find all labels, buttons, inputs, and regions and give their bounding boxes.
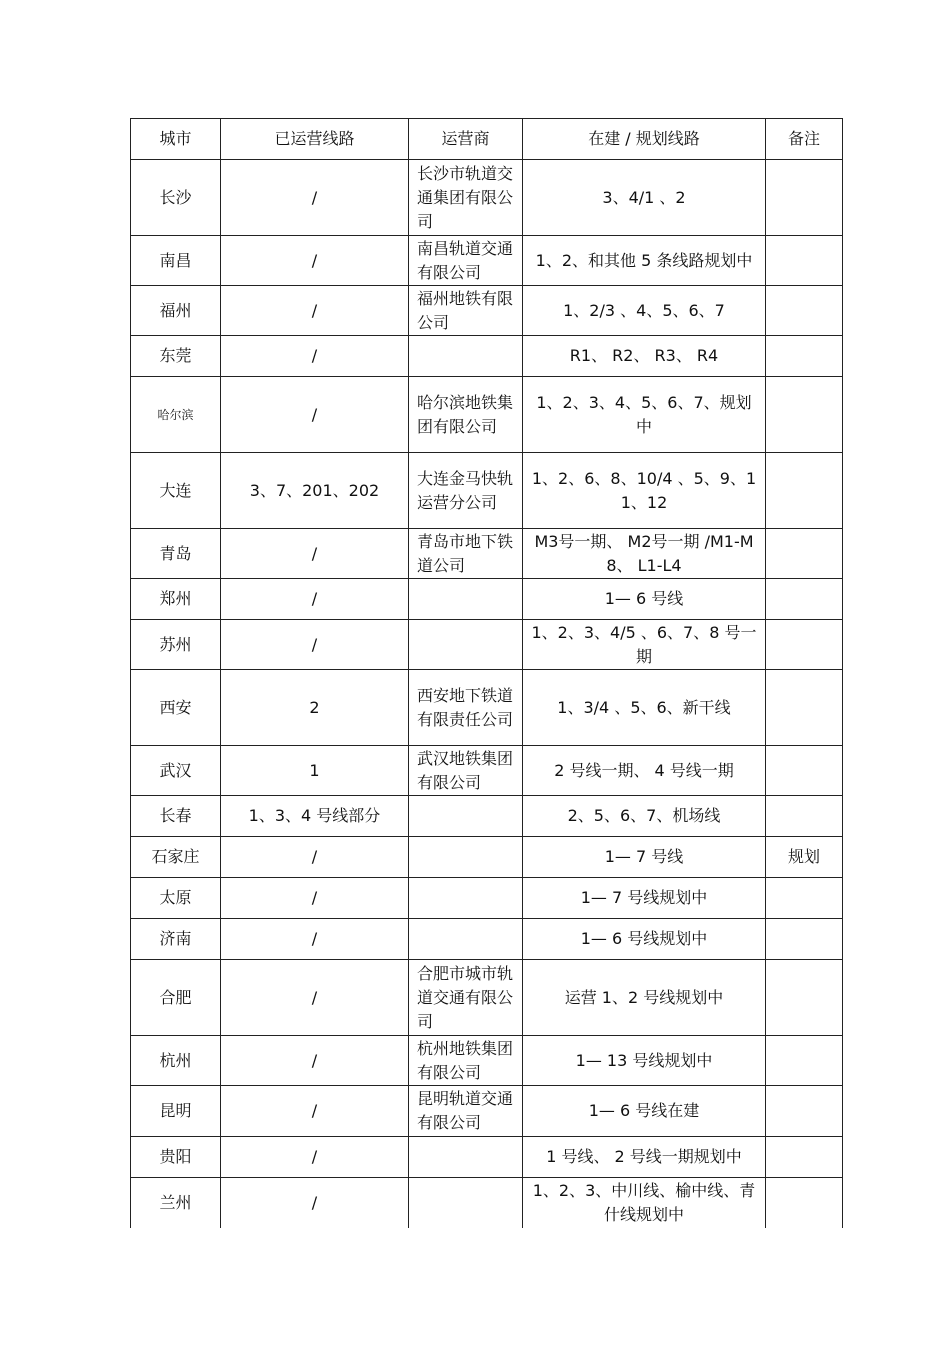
city-cell: 东莞 bbox=[131, 336, 221, 377]
operator-cell: 昆明轨道交通有限公司 bbox=[409, 1086, 523, 1137]
city-cell: 大连 bbox=[131, 453, 221, 529]
operating-lines-cell: / bbox=[221, 529, 409, 579]
operating-lines-cell: 2 bbox=[221, 670, 409, 746]
note-cell bbox=[766, 620, 843, 670]
note-cell bbox=[766, 336, 843, 377]
planned-lines-cell: 2 号线一期、 4 号线一期 bbox=[523, 746, 766, 796]
planned-lines-cell: 1、2、3、4、5、6、7、规划中 bbox=[523, 377, 766, 453]
operator-cell bbox=[409, 1137, 523, 1178]
planned-lines-cell: 1、3/4 、5、6、新干线 bbox=[523, 670, 766, 746]
planned-lines-cell: 3、4/1 、2 bbox=[523, 160, 766, 236]
note-cell bbox=[766, 286, 843, 336]
note-cell: 规划 bbox=[766, 837, 843, 878]
operating-lines-cell: / bbox=[221, 1086, 409, 1137]
operator-cell bbox=[409, 837, 523, 878]
operating-lines-cell: / bbox=[221, 286, 409, 336]
note-cell bbox=[766, 919, 843, 960]
planned-lines-cell: 1、2、3、4/5 、6、7、8 号一期 bbox=[523, 620, 766, 670]
planned-lines-cell: R1、 R2、 R3、 R4 bbox=[523, 336, 766, 377]
operator-cell: 杭州地铁集团有限公司 bbox=[409, 1036, 523, 1086]
operator-cell bbox=[409, 579, 523, 620]
header-note: 备注 bbox=[766, 119, 843, 160]
operator-cell: 合肥市城市轨道交通有限公司 bbox=[409, 960, 523, 1036]
operating-lines-cell: / bbox=[221, 1137, 409, 1178]
note-cell bbox=[766, 796, 843, 837]
table-row bbox=[131, 453, 843, 529]
note-cell bbox=[766, 670, 843, 746]
city-cell: 南昌 bbox=[131, 236, 221, 286]
table-row bbox=[131, 286, 843, 336]
note-cell bbox=[766, 453, 843, 529]
table-row bbox=[131, 236, 843, 286]
city-cell: 兰州 bbox=[131, 1178, 221, 1228]
operator-cell: 南昌轨道交通有限公司 bbox=[409, 236, 523, 286]
note-cell bbox=[766, 529, 843, 579]
city-cell: 西安 bbox=[131, 670, 221, 746]
city-cell: 福州 bbox=[131, 286, 221, 336]
operating-lines-cell: / bbox=[221, 579, 409, 620]
table-row bbox=[131, 1086, 843, 1137]
operating-lines-cell: / bbox=[221, 919, 409, 960]
operating-lines-cell: 3、7、201、202 bbox=[221, 453, 409, 529]
note-cell bbox=[766, 1137, 843, 1178]
note-cell bbox=[766, 579, 843, 620]
table-row bbox=[131, 960, 843, 1036]
operating-lines-cell: / bbox=[221, 336, 409, 377]
table-row bbox=[131, 796, 843, 837]
city-cell: 长沙 bbox=[131, 160, 221, 236]
planned-lines-cell: 运营 1、2 号线规划中 bbox=[523, 960, 766, 1036]
metro-lines-table bbox=[130, 118, 843, 1228]
planned-lines-cell: 1 号线、 2 号线一期规划中 bbox=[523, 1137, 766, 1178]
operating-lines-cell: / bbox=[221, 236, 409, 286]
header-city: 城市 bbox=[131, 119, 221, 160]
table-row bbox=[131, 529, 843, 579]
operator-cell: 长沙市轨道交通集团有限公司 bbox=[409, 160, 523, 236]
city-cell: 济南 bbox=[131, 919, 221, 960]
note-cell bbox=[766, 960, 843, 1036]
table-row bbox=[131, 336, 843, 377]
planned-lines-cell: 1、2、6、8、10/4 、5、9、11、12 bbox=[523, 453, 766, 529]
planned-lines-cell: 1— 6 号线 bbox=[523, 579, 766, 620]
header-operating-lines: 已运营线路 bbox=[221, 119, 409, 160]
table-row bbox=[131, 1137, 843, 1178]
planned-lines-cell: 1— 13 号线规划中 bbox=[523, 1036, 766, 1086]
operating-lines-cell: / bbox=[221, 1178, 409, 1228]
planned-lines-cell: 1— 6 号线规划中 bbox=[523, 919, 766, 960]
note-cell bbox=[766, 746, 843, 796]
operating-lines-cell: / bbox=[221, 160, 409, 236]
operating-lines-cell: / bbox=[221, 837, 409, 878]
planned-lines-cell: M3号一期、 M2号一期 /M1-M8、 L1-L4 bbox=[523, 529, 766, 579]
operator-cell: 青岛市地下铁道公司 bbox=[409, 529, 523, 579]
operator-cell bbox=[409, 620, 523, 670]
table-row bbox=[131, 670, 843, 746]
operator-cell bbox=[409, 919, 523, 960]
planned-lines-cell: 2、5、6、7、机场线 bbox=[523, 796, 766, 837]
table-row bbox=[131, 837, 843, 878]
city-cell: 太原 bbox=[131, 878, 221, 919]
planned-lines-cell: 1、2、3、中川线、榆中线、青什线规划中 bbox=[523, 1178, 766, 1228]
operator-cell: 西安地下铁道有限责任公司 bbox=[409, 670, 523, 746]
planned-lines-cell: 1— 7 号线 bbox=[523, 837, 766, 878]
table-row bbox=[131, 377, 843, 453]
city-cell: 昆明 bbox=[131, 1086, 221, 1137]
operator-cell: 武汉地铁集团有限公司 bbox=[409, 746, 523, 796]
operator-cell bbox=[409, 878, 523, 919]
city-cell: 哈尔滨 bbox=[131, 377, 221, 453]
operator-cell: 福州地铁有限公司 bbox=[409, 286, 523, 336]
city-cell: 长春 bbox=[131, 796, 221, 837]
operator-cell: 哈尔滨地铁集团有限公司 bbox=[409, 377, 523, 453]
planned-lines-cell: 1— 7 号线规划中 bbox=[523, 878, 766, 919]
city-cell: 郑州 bbox=[131, 579, 221, 620]
table-row bbox=[131, 620, 843, 670]
header-planned-lines: 在建 / 规划线路 bbox=[523, 119, 766, 160]
city-cell: 合肥 bbox=[131, 960, 221, 1036]
table-row bbox=[131, 746, 843, 796]
header-operator: 运营商 bbox=[409, 119, 523, 160]
city-cell: 石家庄 bbox=[131, 837, 221, 878]
city-cell: 苏州 bbox=[131, 620, 221, 670]
note-cell bbox=[766, 377, 843, 453]
city-cell: 武汉 bbox=[131, 746, 221, 796]
table-row bbox=[131, 1178, 843, 1228]
operating-lines-cell: / bbox=[221, 960, 409, 1036]
operating-lines-cell: / bbox=[221, 1036, 409, 1086]
table-row bbox=[131, 579, 843, 620]
planned-lines-cell: 1— 6 号线在建 bbox=[523, 1086, 766, 1137]
operating-lines-cell: 1、3、4 号线部分 bbox=[221, 796, 409, 837]
table-row bbox=[131, 919, 843, 960]
table-row bbox=[131, 160, 843, 236]
note-cell bbox=[766, 1086, 843, 1137]
note-cell bbox=[766, 878, 843, 919]
planned-lines-cell: 1、2/3 、4、5、6、7 bbox=[523, 286, 766, 336]
city-cell: 杭州 bbox=[131, 1036, 221, 1086]
note-cell bbox=[766, 160, 843, 236]
city-cell: 贵阳 bbox=[131, 1137, 221, 1178]
table-row bbox=[131, 1036, 843, 1086]
note-cell bbox=[766, 1036, 843, 1086]
note-cell bbox=[766, 1178, 843, 1228]
operator-cell bbox=[409, 796, 523, 837]
operator-cell: 大连金马快轨运营分公司 bbox=[409, 453, 523, 529]
table-row bbox=[131, 878, 843, 919]
operating-lines-cell: / bbox=[221, 620, 409, 670]
operator-cell bbox=[409, 336, 523, 377]
operating-lines-cell: / bbox=[221, 377, 409, 453]
note-cell bbox=[766, 236, 843, 286]
city-cell: 青岛 bbox=[131, 529, 221, 579]
planned-lines-cell: 1、2、和其他 5 条线路规划中 bbox=[523, 236, 766, 286]
table-header-row bbox=[131, 119, 843, 160]
operator-cell bbox=[409, 1178, 523, 1228]
operating-lines-cell: / bbox=[221, 878, 409, 919]
operating-lines-cell: 1 bbox=[221, 746, 409, 796]
